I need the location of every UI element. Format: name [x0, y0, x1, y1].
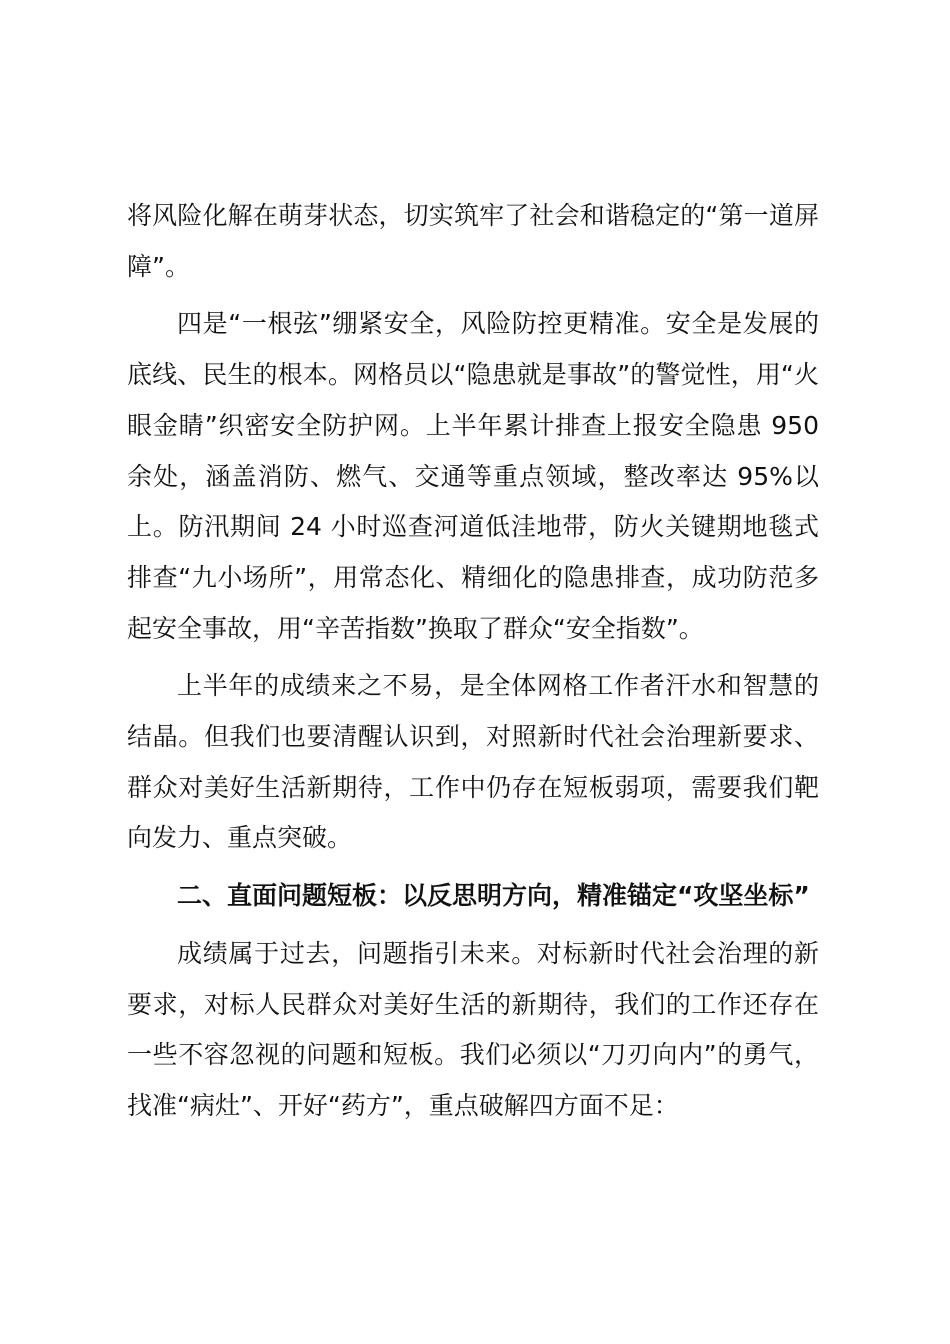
document-body [127, 191, 819, 1139]
paragraph-problems-intro: 成绩属于过去，问题指引未来。对标新时代社会治理的新要求，对标人民群众对美好生活的新期待，我们的工作还存在一些不容忽视的问题和短板。我们必须以“刀刃向内”的勇气，找准“病灶”、开好“药方”，重点破解四方面不足： [127, 938, 819, 1120]
section-heading-problems: 二、直面问题短板：以反思明方向，精准锚定“攻坚坐标” [177, 881, 810, 911]
paragraph-first-half-summary: 上半年的成绩来之不易，是全体网格工作者汗水和智慧的结晶。但我们也要清醒认识到，对照新时代社会治理新要求、群众对美好生活新期待，工作中仍存在短板弱项，需要我们靶向发力、重点突破。 [127, 671, 819, 853]
paragraph-safety-prevention: 四是“一根弦”绷紧安全，风险防控更精准。安全是发展的底线、民生的根本。网格员以“隐患就是事故”的警觉性，用“火眼金睛”织密安全防护网。上半年累计排查上报安全隐患 950 余处，涵盖消防、燃气、交通等重点领域，整改率达 95%以上。防汛期间 24 小时巡查河道低洼地带，防火关键期地毯式排查“九小场所”，用常态化、精细化的隐患排查，成功防范多起安全事故，用“辛苦指数”换取了群众“安全指数”。 [127, 309, 819, 643]
paragraph-risk-resolution: 将风险化解在萌芽状态，切实筑牢了社会和谐稳定的“第一道屏障”。 [127, 201, 819, 281]
